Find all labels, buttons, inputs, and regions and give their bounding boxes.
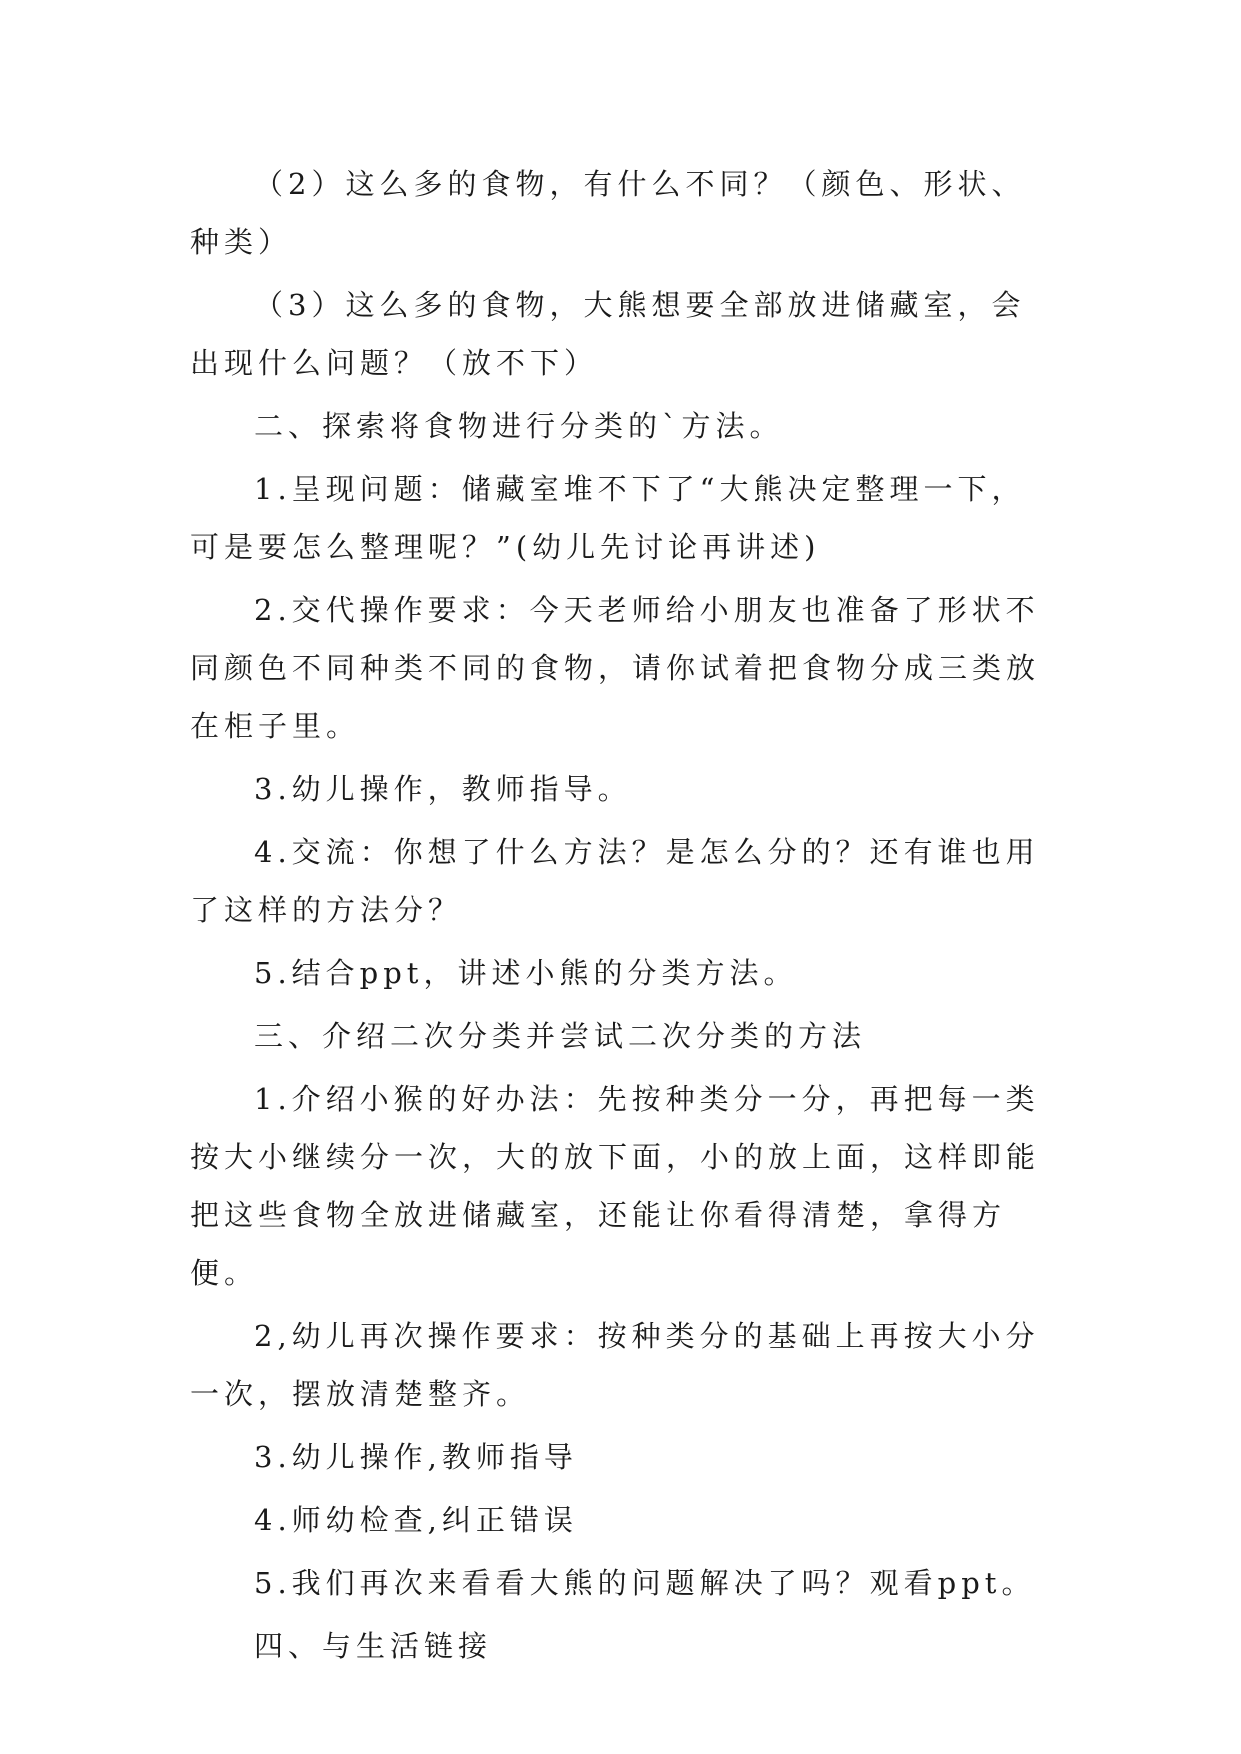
paragraph-substep-2: 2,幼儿再次操作要求：按种类分的基础上再按大小分一次，摆放清楚整齐。 [190, 1319, 1040, 1411]
paragraph-substep-5: 5.我们再次来看看大熊的问题解决了吗？观看ppt。 [254, 1566, 1036, 1600]
paragraph-step-1: 1.呈现问题：储藏室堆不下了“大熊决定整理一下，可是要怎么整理呢？”(幼儿先讨论再讲述) [190, 472, 1026, 564]
paragraph-question-2: （2）这么多的食物，有什么不同？（颜色、形状、种类） [190, 167, 1026, 259]
paragraph-substep-1: 1.介绍小猴的好办法：先按种类分一分，再把每一类按大小继续分一次，大的放下面，小的放上面，这样即能把这些食物全放进储藏室，还能让你看得清楚，拿得方便。 [190, 1082, 1041, 1290]
paragraph-step-3: 3.幼儿操作，教师指导。 [254, 772, 632, 806]
paragraph-step-5: 5.结合ppt，讲述小熊的分类方法。 [254, 956, 798, 990]
section-heading-4: 四、与生活链接 [254, 1629, 493, 1663]
section-heading-3: 三、介绍二次分类并尝试二次分类的方法 [254, 1019, 867, 1053]
paragraph-step-4: 4.交流：你想了什么方法？是怎么分的？还有谁也用了这样的方法分？ [190, 835, 1040, 927]
section-heading-2: 二、探索将食物进行分类的`方法。 [254, 409, 784, 443]
paragraph-substep-4: 4.师幼检查,纠正错误 [254, 1503, 578, 1537]
paragraph-question-3: （3）这么多的食物，大熊想要全部放进储藏室，会出现什么问题？（放不下） [190, 288, 1026, 380]
paragraph-substep-3: 3.幼儿操作,教师指导 [254, 1440, 578, 1474]
document-page [190, 155, 1058, 1680]
paragraph-step-2: 2.交代操作要求：今天老师给小朋友也准备了形状不同颜色不同种类不同的食物，请你试着把食物分成三类放在柜子里。 [190, 593, 1041, 743]
